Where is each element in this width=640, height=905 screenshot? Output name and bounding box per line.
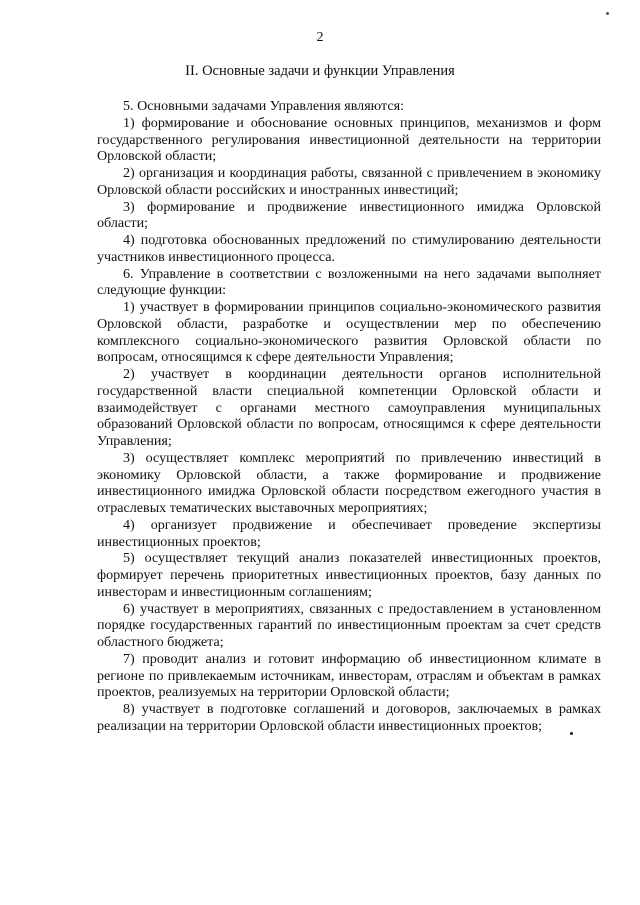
task-item-3: 3) формирование и продвижение инвестиционного имиджа Орловской области; [97,198,601,232]
scan-speck [570,732,573,735]
function-item-7: 7) проводит анализ и готовит информацию об инвестиционном климате в регионе по привлекаемым источникам, инвесторам, отраслям и объектам в рамках проектов, реализуемых на территории Орловской области; [97,650,601,701]
paragraph-6-intro: 6. Управление в соответствии с возложенными на него задачами выполняет следующие функции: [97,265,601,299]
function-item-5: 5) осуществляет текущий анализ показателей инвестиционных проектов, формирует перечень приоритетных инвестиционных проектов, базу данных по инвесторам и инвестиционным соглашениям; [97,550,601,600]
task-item-4: 4) подготовка обоснованных предложений по стимулированию деятельности участников инвестиционного процесса. [97,232,601,265]
page-number: 2 [316,30,324,45]
function-item-3: 3) осуществляет комплекс мероприятий по привлечению инвестиций в экономику Орловской области, а также формирование и продвижение инвестиционного имиджа Орловской области посредством ежегодного участия в отраслевых тематических выставочных мероприятиях; [97,449,601,516]
function-item-8: 8) участвует в подготовке соглашений и договоров, заключаемых в рамках реализации на территории Орловской области инвестиционных проектов; [97,701,601,734]
function-item-1: 1) участвует в формировании принципов социально-экономического развития Орловской области, разработке и осуществлении мер по обеспечению комплексного социально-экономического развития Орловской области по вопросам, относящимся к сфере деятельности Управления; [97,299,601,366]
function-item-6: 6) участвует в мероприятиях, связанных с предоставлением в установленном порядке государственных гарантий по инвестиционным проектам за счет средств областного бюджета; [97,600,601,650]
task-item-1: 1) формирование и обоснование основных принципов, механизмов и форм государственного регулирования инвестиционной деятельности на территории Орловской области; [97,114,601,165]
document-body [97,98,601,735]
function-item-4: 4) организует продвижение и обеспечивает проведение экспертизы инвестиционных проектов; [97,516,601,550]
scan-speck [606,12,609,15]
function-item-2: 2) участвует в координации деятельности органов исполнительной государственной власти специальной компетенции Орловской области и взаимодействует с органами местного самоуправления муниципальных образований Орловской области по вопросам, относящимся к сфере деятельности Управления; [97,366,601,449]
task-item-2: 2) организация и координация работы, связанной с привлечением в экономику Орловской области российских и иностранных инвестиций; [97,165,601,198]
section-title: II. Основные задачи и функции Управления [185,63,455,79]
paragraph-5-intro: 5. Основными задачами Управления являются: [123,98,405,114]
